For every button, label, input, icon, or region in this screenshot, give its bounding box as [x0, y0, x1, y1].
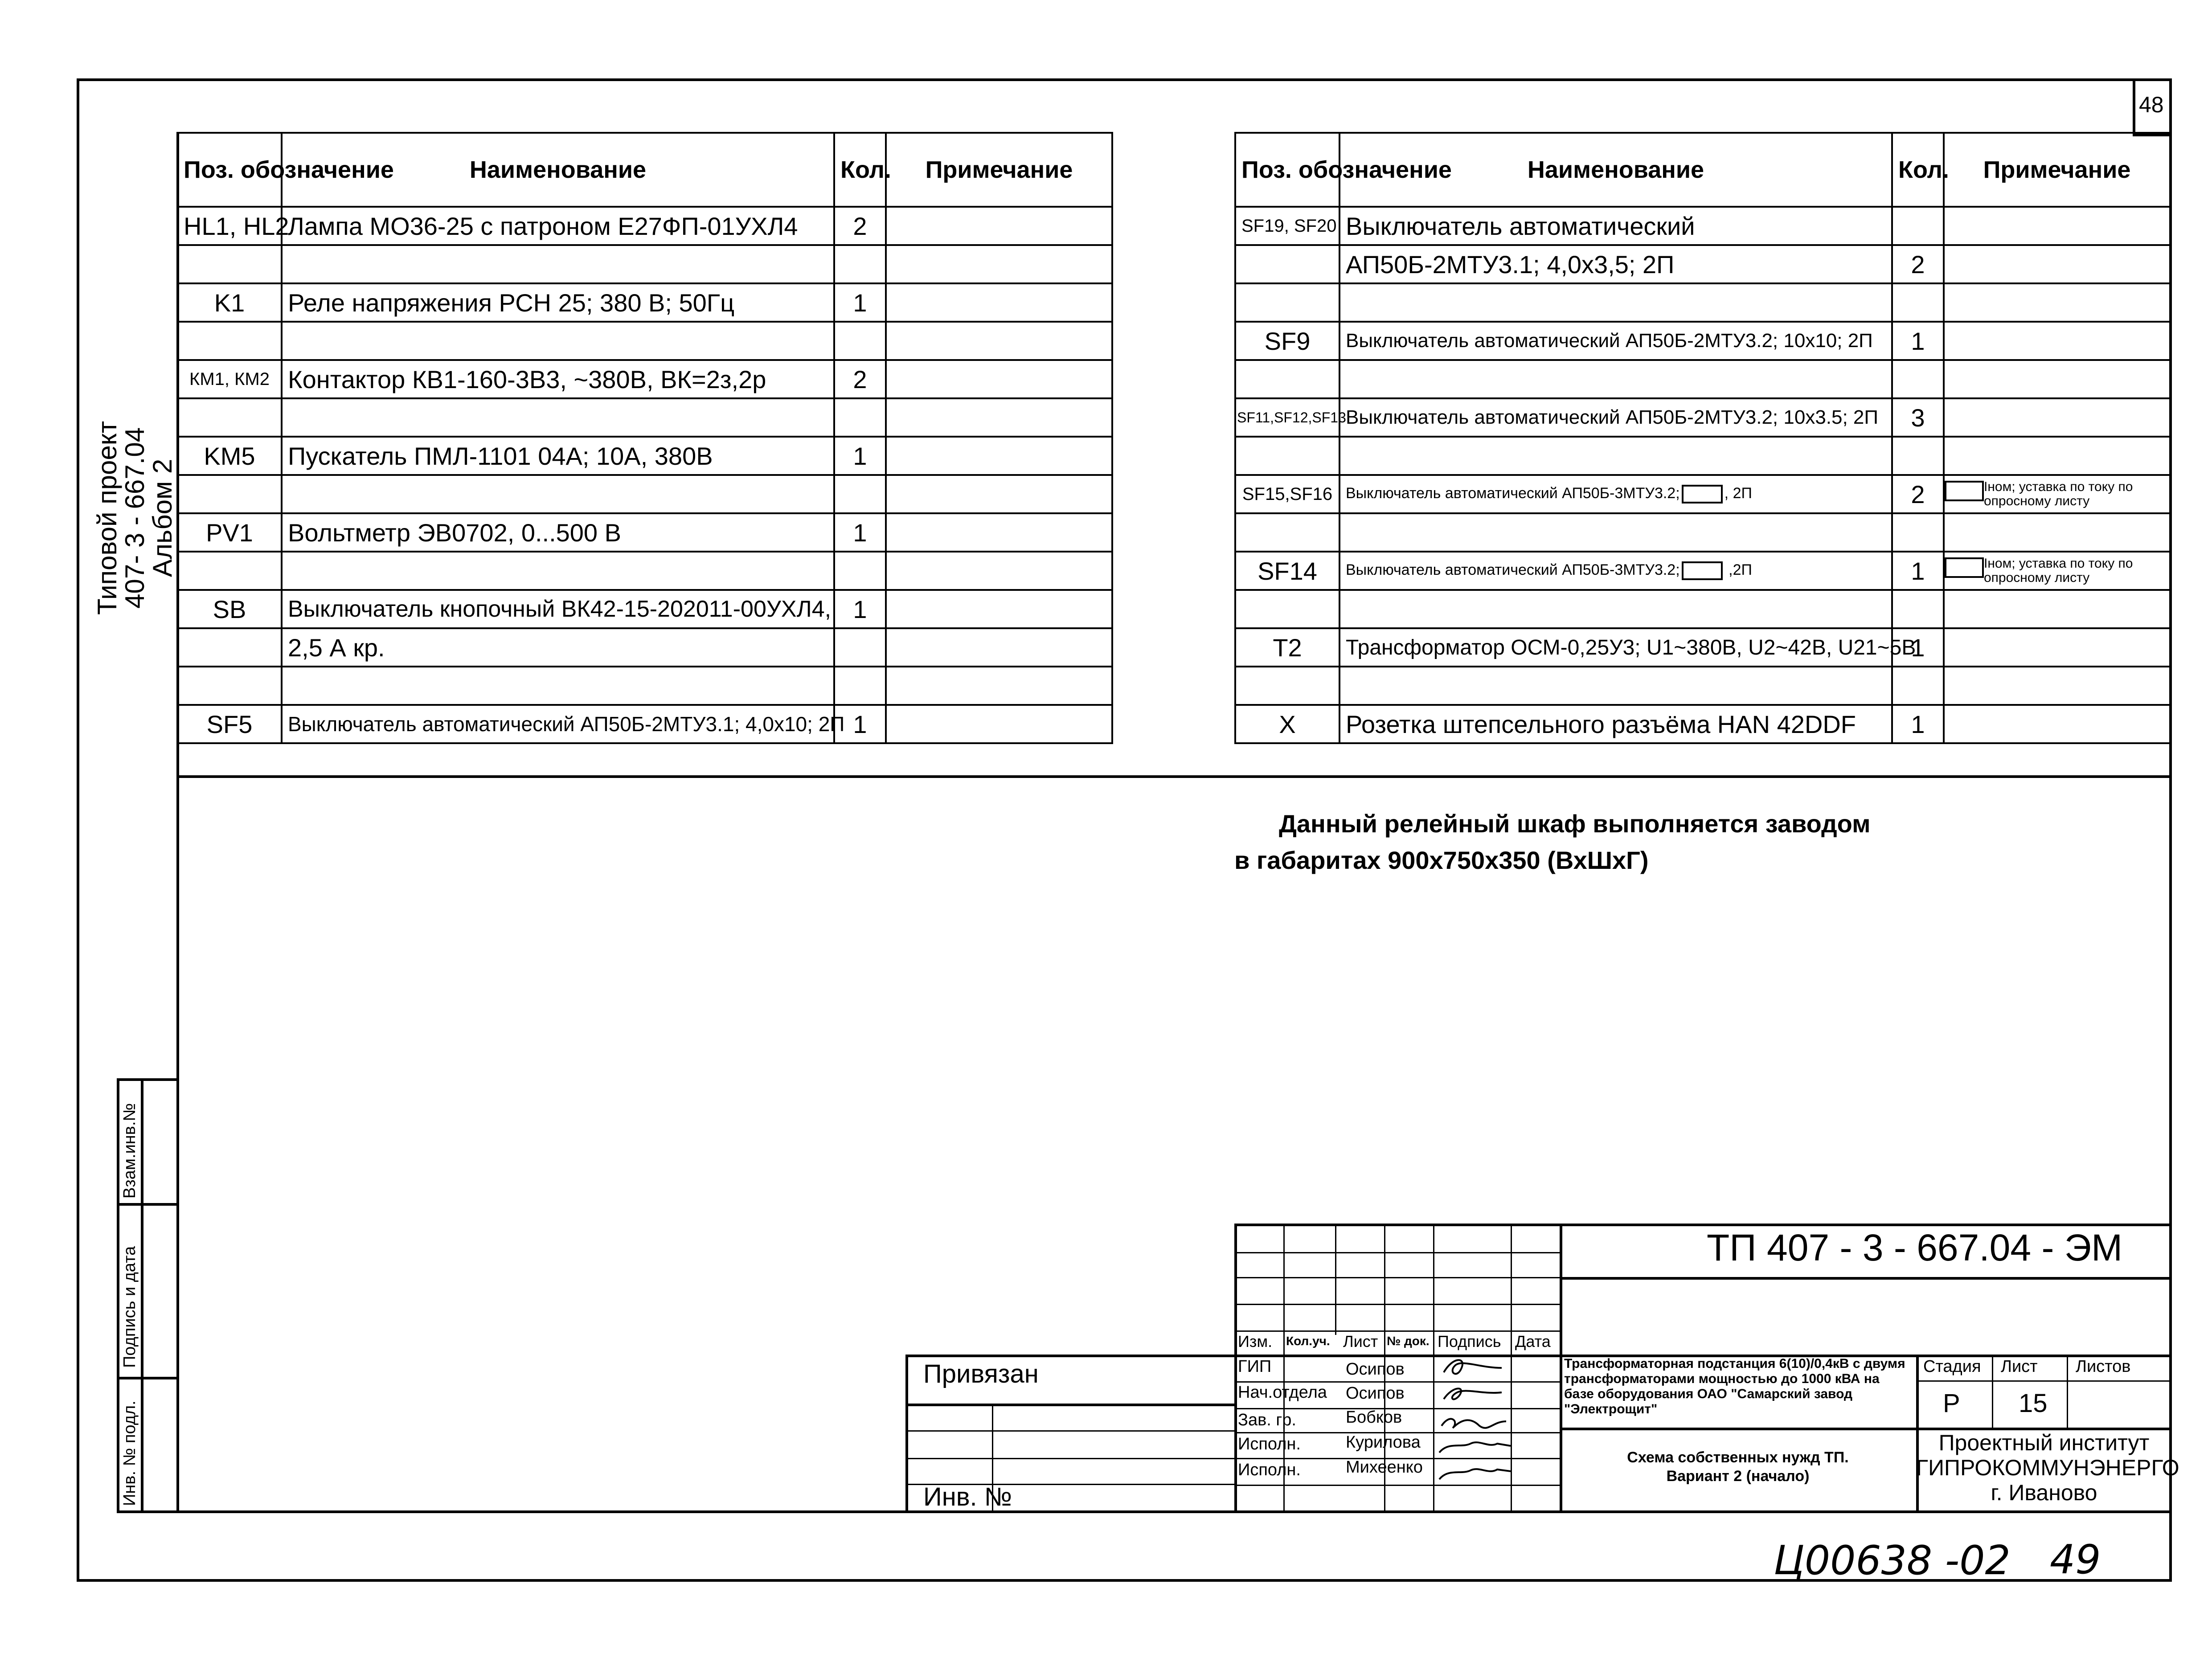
note-cell: [1944, 705, 2170, 743]
table-row: [1235, 245, 2170, 283]
name-cell: Выключатель кнопочный ВК42-15-202011-00УХЛ4,: [282, 590, 834, 628]
note-cell: [886, 398, 1112, 437]
left-stamp-divider: [141, 1078, 143, 1513]
tb-row-line: [1234, 1277, 1560, 1278]
archive-number: Ц00638 -02: [1774, 1537, 2011, 1584]
tb-stage-col: [1992, 1355, 1993, 1428]
header-name: Наименование: [1339, 133, 1892, 207]
table-row: [1235, 207, 2170, 245]
name-cell: [1339, 667, 1892, 705]
note-cell: [1944, 283, 2170, 322]
remark-line1: Данный релейный шкаф выполняется заводом: [1279, 810, 1871, 838]
note-cell: [886, 437, 1112, 475]
stage-value: Р: [1943, 1389, 1960, 1418]
tb-stage-header-line: [1916, 1380, 2172, 1382]
table-row: [177, 705, 1112, 743]
blank-box-icon: [1945, 481, 1984, 501]
qty-cell: [1892, 207, 1944, 245]
left-stamp-inv: Инв. № подл.: [120, 1400, 139, 1506]
side-label-line1: Типовой проект: [92, 421, 122, 615]
pos-cell: X: [1235, 705, 1339, 743]
name-cell: АП50Б-2МТУ3.1; 4,0х3,5; 2П: [1339, 245, 1892, 283]
table-row: [1235, 705, 2170, 743]
qty-cell: 1: [1892, 552, 1944, 590]
table-row: [177, 283, 1112, 322]
doc-code: ТП 407 - 3 - 667.04 - ЭМ: [1707, 1227, 2123, 1269]
table-row: [177, 398, 1112, 437]
name-suffix: ,2П: [1724, 561, 1752, 578]
pos-cell: KM5: [177, 437, 282, 475]
name-cell: Пускатель ПМЛ-1101 04А; 10А, 380В: [282, 437, 834, 475]
tb-col-header: Дата: [1515, 1332, 1551, 1351]
tb-row-line: [1234, 1304, 1560, 1305]
pos-cell: [177, 667, 282, 705]
name-cell: 2,5 А кр.: [282, 628, 834, 667]
name-cell: Выключатель автоматический АП50Б-2МТУ3.1; 4,0х10; 2П: [282, 705, 834, 743]
qty-cell: 1: [834, 590, 886, 628]
tb-stage-col: [2067, 1355, 2068, 1428]
table-row: [1235, 475, 2170, 513]
table-row: [177, 628, 1112, 667]
name-cell: Выключатель автоматический: [1339, 207, 1892, 245]
pos-cell: [177, 322, 282, 360]
table-row: [1235, 590, 2170, 628]
left-stamp-sep1: [117, 1203, 179, 1206]
name-cell: [1339, 513, 1892, 552]
privyazan-label: Привязан: [923, 1359, 1039, 1388]
note-cell: [1944, 207, 2170, 245]
pos-cell: КМ1, КМ2: [177, 360, 282, 398]
tables-bottom-line: [176, 775, 2172, 778]
tb-col-header: Кол.уч.: [1286, 1334, 1330, 1348]
name-cell: [1339, 475, 1892, 513]
signatures: [1435, 1355, 1524, 1488]
table-row: [177, 360, 1112, 398]
note-cell: [1944, 322, 2170, 360]
qty-cell: 2: [834, 207, 886, 245]
drawing-title: [1564, 1448, 1912, 1486]
pos-cell: [1235, 283, 1339, 322]
name-text: Выключатель автоматический АП50Б-3МТУ3.2;: [1346, 484, 1680, 502]
header-qty: Кол.: [1892, 133, 1944, 207]
note-cell: [1944, 360, 2170, 398]
note-cell: [886, 667, 1112, 705]
left-stamp-sep2: [117, 1377, 179, 1379]
table-row: [1235, 322, 2170, 360]
left-table-header: [177, 133, 1112, 207]
pos-cell: [1235, 667, 1339, 705]
qty-cell: 2: [1892, 475, 1944, 513]
pos-cell: [177, 398, 282, 437]
table-row: [177, 207, 1112, 245]
pos-cell: [1235, 590, 1339, 628]
note-cell: [886, 207, 1112, 245]
note-cell: [886, 475, 1112, 513]
table-row: [177, 513, 1112, 552]
table-row: [177, 322, 1112, 360]
table-row: [1235, 667, 2170, 705]
privyazan-line: [905, 1404, 1237, 1406]
note-cell: [886, 245, 1112, 283]
note-cell: [1944, 590, 2170, 628]
tb-row-line: [1234, 1330, 1560, 1332]
note-cell: [1944, 245, 2170, 283]
pos-cell: [177, 628, 282, 667]
table-row: [177, 437, 1112, 475]
note-cell: [886, 513, 1112, 552]
header-pos: Поз. обозначение: [177, 133, 282, 207]
note-cell: [1944, 552, 2170, 590]
blank-box-icon: [1682, 561, 1723, 580]
note-cell: [886, 552, 1112, 590]
name-cell: [282, 667, 834, 705]
name-cell: Контактор КВ1-160-3В3, ~380В, ВК=2з,2р: [282, 360, 834, 398]
pos-cell: K1: [177, 283, 282, 322]
qty-cell: [834, 322, 886, 360]
name-cell: [1339, 283, 1892, 322]
name-cell: [1339, 437, 1892, 475]
pos-cell: [177, 245, 282, 283]
note-cell: [1944, 475, 2170, 513]
drawing-title-line2: Вариант 2 (начало): [1666, 1468, 1810, 1485]
qty-cell: [1892, 513, 1944, 552]
header-qty: Кол.: [834, 133, 886, 207]
tb-col-header: № док.: [1387, 1334, 1430, 1348]
tb-person: Осипов: [1346, 1360, 1405, 1379]
qty-cell: [1892, 360, 1944, 398]
qty-cell: [834, 628, 886, 667]
pos-cell: SF11,SF12,SF13: [1235, 398, 1339, 437]
privyazan-row: [905, 1458, 1237, 1459]
table-row: [177, 590, 1112, 628]
organization: [1916, 1430, 2179, 1505]
pos-cell: SF9: [1235, 322, 1339, 360]
qty-cell: 1: [1892, 322, 1944, 360]
note-cell: [1944, 513, 2170, 552]
tb-col-header: Подпись: [1438, 1332, 1501, 1351]
header-note: Примечание: [886, 133, 1112, 207]
pos-cell: HL1, HL2: [177, 207, 282, 245]
tb-code-line: [1560, 1277, 2172, 1280]
tb-person: Осипов: [1346, 1384, 1405, 1403]
tb-col-line: [1335, 1224, 1336, 1335]
tb-role: Зав. гр.: [1238, 1411, 1296, 1429]
tb-col-header: Изм.: [1238, 1332, 1273, 1351]
note-cell: [1944, 628, 2170, 667]
qty-cell: 2: [1892, 245, 1944, 283]
pos-cell: SB: [177, 590, 282, 628]
qty-cell: [834, 245, 886, 283]
table-row: [177, 552, 1112, 590]
table-row: [1235, 628, 2170, 667]
qty-cell: [1892, 437, 1944, 475]
right-table-header: [1235, 133, 2170, 207]
tb-row-line: [1234, 1252, 1560, 1253]
tb-person: Курилова: [1346, 1433, 1421, 1452]
table-row: [177, 245, 1112, 283]
name-cell: Розетка штепсельного разъёма HAN 42DDF: [1339, 705, 1892, 743]
side-label-line3: Альбом 2: [147, 458, 177, 577]
name-cell: Выключатель автоматический АП50Б-2МТУ3.2; 10х3.5; 2П: [1339, 398, 1892, 437]
tb-person: Михеенко: [1346, 1458, 1423, 1477]
note-text: Iном; уставка по току по опросному листу: [1984, 556, 2133, 585]
side-label: [94, 421, 176, 615]
object-title: Трансформаторная подстанция 6(10)/0,4кВ с двумя трансформаторами мощностью до 1000 кВА на базе оборудования ОАО "Самарский завод "Электрощит": [1564, 1356, 1905, 1416]
pos-cell: [1235, 245, 1339, 283]
pos-cell: SF15,SF16: [1235, 475, 1339, 513]
qty-cell: [1892, 283, 1944, 322]
qty-cell: [1892, 590, 1944, 628]
note-cell: [1944, 398, 2170, 437]
tb-role: Нач.отдела: [1238, 1383, 1327, 1402]
name-cell: Трансформатор ОСМ-0,25У3; U1~380В, U2~42В, U21~5В: [1339, 628, 1892, 667]
sheet-number: 48: [2139, 92, 2164, 117]
name-cell: Лампа МО36-25 с патроном Е27ФП-01УХЛ4: [282, 207, 834, 245]
table-row: [177, 667, 1112, 705]
header-note: Примечание: [1944, 133, 2170, 207]
qty-cell: 1: [834, 705, 886, 743]
tb-col-line: [1433, 1224, 1434, 1513]
tb-role: Исполн.: [1238, 1461, 1301, 1479]
table-row: [177, 475, 1112, 513]
qty-cell: [1892, 667, 1944, 705]
qty-cell: [834, 398, 886, 437]
qty-cell: 1: [834, 513, 886, 552]
privyazan-row: [905, 1430, 1237, 1432]
name-cell: [282, 552, 834, 590]
page-handwritten: 49: [2050, 1536, 2101, 1583]
left-spec-table: [176, 132, 1113, 744]
left-stamp-podpis: Подпись и дата: [120, 1246, 139, 1368]
tb-role: ГИП: [1238, 1357, 1272, 1376]
note-cell: [886, 283, 1112, 322]
header-pos: Поз. обозначение: [1235, 133, 1339, 207]
pos-cell: PV1: [177, 513, 282, 552]
drawing-title-line1: Схема собственных нужд ТП.: [1627, 1449, 1849, 1466]
blank-box-icon: [1945, 557, 1984, 578]
right-spec-table: [1234, 132, 2171, 744]
qty-cell: 1: [1892, 628, 1944, 667]
qty-cell: 1: [834, 437, 886, 475]
table-row: [1235, 437, 2170, 475]
qty-cell: [834, 475, 886, 513]
table-row: [1235, 398, 2170, 437]
name-cell: [282, 398, 834, 437]
note-cell: [886, 628, 1112, 667]
sheet-value: 15: [2019, 1389, 2048, 1418]
note-cell: [886, 590, 1112, 628]
remark: [1234, 806, 1871, 879]
qty-cell: [834, 667, 886, 705]
qty-cell: 1: [834, 283, 886, 322]
sheets-label: Листов: [2076, 1357, 2131, 1376]
header-name: Наименование: [282, 133, 834, 207]
name-cell: Реле напряжения РСН 25; 380 В; 50Гц: [282, 283, 834, 322]
org-line1: Проектный институт: [1938, 1430, 2150, 1455]
pos-cell: SF19, SF20: [1235, 207, 1339, 245]
name-cell: [282, 322, 834, 360]
tb-main-divider: [1560, 1224, 1562, 1513]
name-cell: [282, 245, 834, 283]
tb-role: Исполн.: [1238, 1435, 1301, 1453]
table-row: [1235, 360, 2170, 398]
side-label-line2: 407- 3 - 667.04: [120, 427, 150, 609]
name-cell: Выключатель автоматический АП50Б-2МТУ3.2; 10х10; 2П: [1339, 322, 1892, 360]
note-cell: [1944, 437, 2170, 475]
qty-cell: 3: [1892, 398, 1944, 437]
tb-col-header: Лист: [1343, 1332, 1378, 1351]
note-cell: [886, 322, 1112, 360]
org-line2: ГИПРОКОММУНЭНЕРГО: [1916, 1455, 2179, 1480]
name-cell: [282, 475, 834, 513]
pos-cell: SF14: [1235, 552, 1339, 590]
qty-cell: 2: [834, 360, 886, 398]
pos-cell: [177, 475, 282, 513]
blank-box-icon: [1682, 485, 1723, 503]
pos-cell: [1235, 437, 1339, 475]
name-cell: [1339, 590, 1892, 628]
note-cell: [886, 705, 1112, 743]
note-cell: [1944, 667, 2170, 705]
qty-cell: [834, 552, 886, 590]
pos-cell: [1235, 513, 1339, 552]
tb-person: Бобков: [1346, 1408, 1402, 1427]
name-text: Выключатель автоматический АП50Б-3МТУ3.2;: [1346, 561, 1680, 578]
table-row: [1235, 283, 2170, 322]
table-row: [1235, 552, 2170, 590]
name-cell: [1339, 552, 1892, 590]
sheet-label: Лист: [2001, 1357, 2038, 1376]
remark-line2: в габаритах 900х750х350 (ВхШхГ): [1234, 846, 1649, 874]
inv-label: Инв. №: [923, 1482, 1012, 1511]
name-cell: Вольтметр ЭВ0702, 0...500 В: [282, 513, 834, 552]
note-text: Iном; уставка по току по опросному листу: [1984, 479, 2133, 508]
name-cell: [1339, 360, 1892, 398]
pos-cell: [1235, 360, 1339, 398]
table-row: [1235, 513, 2170, 552]
left-stamp-vzam: Взам.инв.№: [120, 1103, 139, 1199]
name-suffix: , 2П: [1724, 484, 1752, 502]
stage-label: Стадия: [1923, 1357, 1981, 1376]
qty-cell: 1: [1892, 705, 1944, 743]
note-cell: [886, 360, 1112, 398]
org-line3: г. Иваново: [1991, 1480, 2097, 1505]
pos-cell: T2: [1235, 628, 1339, 667]
pos-cell: SF5: [177, 705, 282, 743]
pos-cell: [177, 552, 282, 590]
